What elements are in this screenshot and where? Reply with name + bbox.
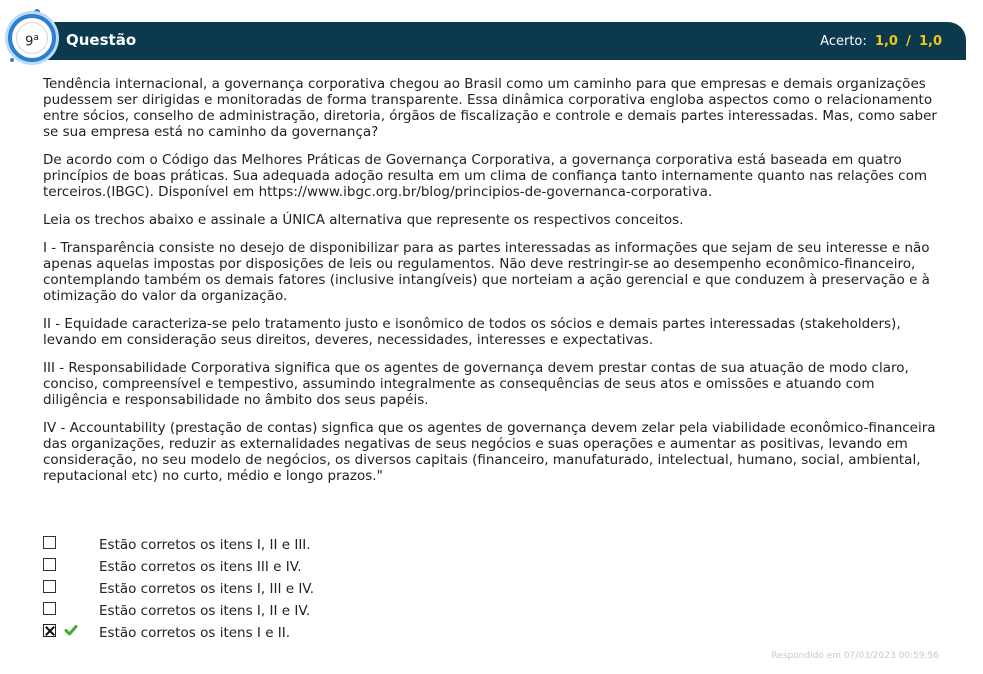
score-separator: /	[906, 34, 911, 49]
option-checkbox-checked[interactable]	[43, 624, 56, 637]
paragraph: Tendência internacional, a governança corporativa chegou ao Brasil como um caminho para que empresas e demais organizações pudessem ser dirigidas e monitoradas de forma transparente. Essa dinâmica corporativa engloba aspectos como o relacionamento entre sócios, conselho de administração, diretoria, órgãos de fiscalização e controle e demais partes interessadas. Mas, como saber se sua empresa está no caminho da governança?	[43, 76, 937, 140]
check-mark-icon	[64, 623, 78, 637]
answer-option[interactable]	[43, 558, 643, 580]
score-display	[820, 34, 942, 49]
badge-decor-dot	[10, 58, 14, 62]
answer-option[interactable]	[43, 536, 643, 558]
score-label: Acerto:	[820, 34, 867, 49]
paragraph: III - Responsabilidade Corporativa significa que os agentes de governança devem prestar contas de sua atuação de modo claro, conciso, compreensível e tempestivo, assumindo integralmente as consequências de seus atos e omissões e atuando com diligência e responsabilidade no âmbito dos seus papéis.	[43, 360, 909, 408]
answer-option[interactable]	[43, 602, 643, 624]
paragraph: I - Transparência consiste no desejo de disponibilizar para as partes interessadas as informações que sejam de seu interesse e não apenas aquelas impostas por disposições de leis ou regulamentos. Não deve restringir-se ao desempenho econômico-financeiro, contemplando também os demais fatores (inclusive intangíveis) que norteiam a ação gerencial e que conduzem à preservação e à otimização do valor da organização.	[43, 240, 930, 304]
paragraph: Leia os trechos abaixo e assinale a ÚNICA alternativa que represente os respectivos conceitos.	[43, 212, 684, 228]
paragraph: De acordo com o Código das Melhores Práticas de Governança Corporativa, a governança corporativa está baseada em quatro princípios de boas práticas. Sua adequada adoção resulta em um clima de confiança tanto internamente quanto nas relações com terceiros.(IBGC). Disponível em https://www.ibgc.org.br/blog/principios-de-governanca-corporativa.	[43, 152, 928, 200]
option-label: Estão corretos os itens I, III e IV.	[99, 581, 315, 597]
answered-timestamp: Respondido em 07/03/2023 00:59:56	[771, 651, 939, 661]
option-label: Estão corretos os itens I e II.	[99, 625, 291, 641]
question-header	[20, 22, 966, 60]
question-title: Questão	[66, 31, 137, 49]
paragraph: II - Equidade caracteriza-se pelo tratamento justo e isonômico de todos os sócios e demais partes interessadas (stakeholders), levando em consideração seus direitos, deveres, necessidades, interesses e expectativas.	[43, 316, 901, 348]
question-body	[43, 76, 943, 496]
answer-option[interactable]	[43, 580, 643, 602]
score-max: 1,0	[918, 34, 942, 49]
option-checkbox[interactable]	[43, 602, 56, 615]
paragraph: IV - Accountability (prestação de contas) signfica que os agentes de governança devem zelar pela viabilidade econômico-financeira das organizações, reduzir as externalidades negativas de seus negócios e suas operações e aumentar as positivas, levando em consideração, no seu modelo de negócios, os diversos capitais (financeiro, manufaturado, intelectual, humano, social, ambiental, reputacional etc) no curto, médio e longo prazos."	[43, 420, 936, 484]
answer-option[interactable]	[43, 624, 643, 646]
question-number-badge	[8, 14, 56, 62]
question-number: 9$^a$	[16, 22, 48, 54]
option-checkbox[interactable]	[43, 558, 56, 571]
option-checkbox[interactable]	[43, 580, 56, 593]
option-label: Estão corretos os itens III e IV.	[99, 559, 302, 575]
score-value: 1,0	[874, 34, 898, 49]
answer-options	[43, 536, 643, 646]
option-checkbox[interactable]	[43, 536, 56, 549]
option-label: Estão corretos os itens I, II e IV.	[99, 603, 311, 619]
option-label: Estão corretos os itens I, II e III.	[99, 537, 311, 553]
